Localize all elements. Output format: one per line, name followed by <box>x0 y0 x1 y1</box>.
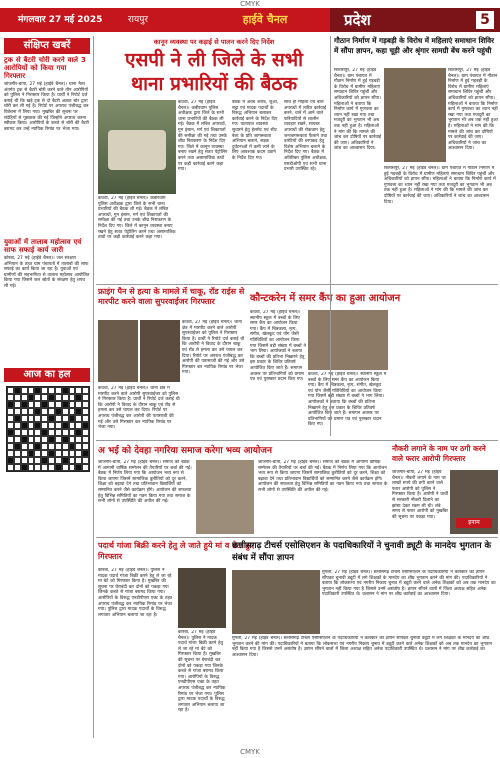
camp-photo <box>308 310 388 370</box>
samaj-story-headline: अ भई को देवहा नगरिया समाज करेगा भव्य आयोजन <box>98 446 272 456</box>
ganja-story-body-1: कोरबा, 27 मई (हाईवे चैनल)। पुलिस ने मादक पदार्थ गांजा बिक्री करने हेतु ले जा रहे मां बेटे को गिरफ्तार किया है। मुखबिर की सूचना पर घेराबंदी कर दोनों को पकड़ा गया जिनके कब्जे से गांजा बरामद किया गया। आरोपियों के विरुद्ध एनडीपीएस एक्ट के तहत अपराध पंजीबद्ध कर न्यायिक रिमांड पर भेजा गया। पुलिस द्वारा मादक पदार्थों के विरुद्ध लगातार अभियान चलाया जा रहा है। <box>98 568 173 618</box>
samaj-photo <box>196 460 254 534</box>
main-story-body-col1: कवर्धा, 27 मई (हाईवे चैनल)। कबीरधाम पुलिस अधीक्षक द्वारा जिले के सभी थाना प्रभारियों की बैठक ली गई। बैठक में लंबित अपराधों, गुम इंसान, मर्ग एवं शिकायतों की समीक्षा की गई तथा उनके शीघ्र निराकरण के निर्देश दिए गए। जिले में कानून व्यवस्था बनाए रखने हेतु सतत पेट्रोलिंग करने तथा असामाजिक तत्वों पर कड़ी कार्रवाई करने कहा गया। <box>178 100 228 173</box>
ganja-story-body-2: कोरबा, 27 मई (हाईवे चैनल)। पुलिस ने मादक पदार्थ गांजा बिक्री करने हेतु ले जा रहे मां बेटे को गिरफ्तार किया है। मुखबिर की सूचना पर घेराबंदी कर दोनों को पकड़ा गया जिनके कब्जे से गांजा बरामद किया गया। आरोपियों के विरुद्ध एनडीपीएस एक्ट के तहत अपराध पंजीबद्ध कर न्यायिक रिमांड पर भेजा गया। पुलिस द्वारा मादक पदार्थों के विरुद्ध लगातार अभियान चलाया जा रहा है। <box>178 630 226 714</box>
main-story-kicker: कानून व्यवस्था पर कड़ाई से पालन करने दिए निर्देश <box>153 38 275 46</box>
gauthan-story-body-3: बिलासपुर, 27 मई (हाईवे चैनल)। ग्राम पंचायत में गौठान निर्माण में हुई गड़बड़ी के विरोध में ग्रामीण महिलाएं समाधान शिविर पहुंचीं और अधिकारियों को ज्ञापन सौंपा। महिलाओं ने बताया कि निर्माण कार्य में गुणवत्ता का ध्यान नहीं रखा गया तथा मजदूरी का भुगतान भी अब तक नहीं हुआ है। महिलाओं ने मांग की कि मामले की जांच कर दोषियों पर कार्रवाई की जाए। अधिकारियों ने जांच का आश्वासन दिया। <box>384 166 496 205</box>
crime-photo-2 <box>140 320 180 382</box>
horizontal-rule-2 <box>96 440 498 441</box>
teachers-story-body-1: मुंगेली, 27 मई (हाईवे चैनल)। छत्तीसगढ़ टीचर्स एसोसिएशन के पदाधिकारियों ने कलेक्टर को ज्ञापन सौंपकर चुनावी ड्यूटी में लगे शिक्षकों के मानदेय का शीघ्र भुगतान करने की मांग की। पदाधिकारियों ने बताया कि लोकसभा एवं नगरीय निकाय चुनाव में ड्यूटी करने वाले अनेक शिक्षकों को अब तक मानदेय का भुगतान नहीं किया गया है जिससे उनमें असंतोष है। ज्ञापन सौंपने वालों में जिला अध्यक्ष सहित अनेक पदाधिकारी उपस्थित थे। प्रशासन ने मांग पर शीघ्र कार्रवाई का आश्वासन दिया। <box>322 570 496 598</box>
brief-item2-headline: युवाओं में तालाब महोत्सव एवं साफ सफाई कार्य जारी <box>4 238 82 254</box>
city: रायपुर <box>128 15 149 25</box>
header-bar-right <box>330 8 500 32</box>
main-story-body-lower: कवर्धा, 27 मई (हाईवे चैनल)। कबीरधाम पुलिस अधीक्षक द्वारा जिले के सभी थाना प्रभारियों की बैठक ली गई। बैठक में लंबित अपराधों, गुम इंसान, मर्ग एवं शिकायतों की समीक्षा की गई तथा उनके शीघ्र निराकरण के निर्देश दिए गए। जिले में कानून व्यवस्था बनाए रखने हेतु सतत पेट्रोलिंग करने तथा असामाजिक तत्वों पर कड़ी कार्रवाई करने कहा गया। <box>98 196 176 241</box>
samaj-story-body-2: जांजगीर-चांपा, 27 मई (हाईवे चैनल)। समाज की बैठक में आगामी वार्षिक सम्मेलन की तैयारियों पर चर्चा की गई। बैठक में निर्णय लिया गया कि आयोजन भव्य रूप से किया जाएगा जिसमें सामाजिक कुरीतियों को दूर करने, शिक्षा को बढ़ावा देने तथा प्रतिभावान विद्यार्थियों को सम्मानित करने जैसे कार्यक्रम होंगे। आयोजन की सफलता हेतु विभिन्न समितियों का गठन किया गया तथा समाज के सभी लोगों से उपस्थिति की अपील की गई। <box>258 460 388 493</box>
column-divider-right <box>330 36 331 436</box>
horizontal-rule-1 <box>96 284 498 285</box>
camp-story-body-2: कवर्धा, 27 मई (हाईवे चैनल)। स्थानीय स्कूल में बच्चों के लिए समर कैंप का आयोजन किया गया। कैंप में चित्रकला, नृत्य, संगीत, खेलकूद एवं योग जैसी गतिविधियों का आयोजन किया गया जिसमें बड़ी संख्या में बच्चों ने भाग लिया। आयोजकों ने बताया कि बच्चों की प्रतिभा निखारने हेतु इस प्रकार के शिविर प्रतिवर्ष आयोजित किए जाते हैं। समापन अवसर पर प्रतिभागियों को प्रमाण पत्र एवं पुरस्कार प्रदान किए गए। <box>308 372 387 428</box>
main-story-body-col2: बैठक में अवैध शराब, जुआ, सट्टा एवं मादक पदार्थों के विरुद्ध अभियान चलाकर कार्रवाई करने के निर्देश दिए गए। यातायात व्यवस्था सुधारने हेतु हेलमेट एवं सीट बेल्ट के प्रति जागरूकता अभियान चलाने, सड़क दुर्घटनाओं में कमी लाने के लिए आवश्यक कदम उठाने के निर्देश दिए गए। <box>232 100 279 161</box>
page-number: 5 <box>476 11 494 29</box>
color-registration-mark-bottom: CMYK <box>240 748 260 756</box>
crime-story-headline: फ्राइंग पैन से हत्या के मामले में चाकू, रॉड राईस से मारपीट करने वाला सुपरवाईजर गिरफ्तार <box>98 287 245 306</box>
ganja-photo <box>178 568 226 628</box>
color-registration-mark-top: CMYK <box>240 0 260 8</box>
camp-story-body: कवर्धा, 27 मई (हाईवे चैनल)। स्थानीय स्कूल में बच्चों के लिए समर कैंप का आयोजन किया गया। कैंप में चित्रकला, नृत्य, संगीत, खेलकूद एवं योग जैसी गतिविधियों का आयोजन किया गया जिसमें बड़ी संख्या में बच्चों ने भाग लिया। आयोजकों ने बताया कि बच्चों की प्रतिभा निखारने हेतु इस प्रकार के शिविर प्रतिवर्ष आयोजित किए जाते हैं। समापन अवसर पर प्रतिभागियों को प्रमाण पत्र एवं पुरस्कार प्रदान किए गए। <box>250 310 306 383</box>
camp-story-headline: कौन्टकरेन में समर कैंप का हुआ आयोजन <box>250 293 401 304</box>
crime-story-body: कवर्धा, 27 मई (हाईवे चैनल)। थाना क्षेत्र में मारपीट करने वाले आरोपी सुपरवाईजर को पुलिस ने गिरफ्तार किया है। प्रार्थी ने रिपोर्ट दर्ज कराई थी कि आरोपी ने विवाद के दौरान चाकू एवं रॉड से हमला कर उसे घायल कर दिया। रिपोर्ट पर अपराध पंजीबद्ध कर आरोपी की पतासाजी की गई और उसे गिरफ्तार कर न्यायिक रिमांड पर भेजा गया। <box>182 320 245 376</box>
horizontal-rule-3 <box>96 537 498 538</box>
main-story-headline-1: एसपी ने ली जिले के सभी <box>124 49 304 71</box>
gauthan-story-body-1: बिलासपुर, 27 मई (हाईवे चैनल)। ग्राम पंचायत में गौठान निर्माण में हुई गड़बड़ी के विरोध में ग्रामीण महिलाएं समाधान शिविर पहुंचीं और अधिकारियों को ज्ञापन सौंपा। महिलाओं ने बताया कि निर्माण कार्य में गुणवत्ता का ध्यान नहीं रखा गया तथा मजदूरी का भुगतान भी अब तक नहीं हुआ है। महिलाओं ने मांग की कि मामले की जांच कर दोषियों पर कार्रवाई की जाए। अधिकारियों ने जांच का आश्वासन दिया। <box>334 68 382 152</box>
brief-item2-body: कोरबा, 27 मई (हाईवे चैनल)। जल संरक्षण अभियान के तहत ग्राम पंचायतों में तालाबों की साफ सफाई का कार्य किया जा रहा है। युवाओं एवं ग्रामीणों की सहभागिता से तालाब महोत्सव आयोजित किया गया जिसमें जल स्रोतों के संरक्षण हेतु शपथ ली गई। <box>4 256 90 289</box>
brief-news-box-title: संक्षिप्त खबरें <box>4 38 90 54</box>
crossword-grid <box>6 386 90 472</box>
samaj-story-body-1: जांजगीर-चांपा, 27 मई (हाईवे चैनल)। समाज की बैठक में आगामी वार्षिक सम्मेलन की तैयारियों पर चर्चा की गई। बैठक में निर्णय लिया गया कि आयोजन भव्य रूप से किया जाएगा जिसमें सामाजिक कुरीतियों को दूर करने, शिक्षा को बढ़ावा देने तथा प्रतिभावान विद्यार्थियों को सम्मानित करने जैसे कार्यक्रम होंगे। आयोजन की सफलता हेतु विभिन्न समितियों का गठन किया गया तथा समाज के सभी लोगों से उपस्थिति की अपील की गई। <box>98 460 192 505</box>
section-title: प्रदेश <box>344 11 371 29</box>
brief-news-column-2 <box>4 238 90 362</box>
crime-story-body-lower: कवर्धा, 27 मई (हाईवे चैनल)। थाना क्षेत्र में मारपीट करने वाले आरोपी सुपरवाईजर को पुलिस ने गिरफ्तार किया है। प्रार्थी ने रिपोर्ट दर्ज कराई थी कि आरोपी ने विवाद के दौरान चाकू एवं रॉड से हमला कर उसे घायल कर दिया। रिपोर्ट पर अपराध पंजीबद्ध कर आरोपी की पतासाजी की गई और उसे गिरफ्तार कर न्यायिक रिमांड पर भेजा गया। <box>98 386 180 431</box>
naukri-story-headline: नौकरी लगाने के नाम पर ठगी करने वाले फरार आरोपी गिरफ्तार <box>392 444 486 463</box>
main-story-photo <box>98 100 176 194</box>
brief-item1-body: जांजगीर-चांपा, 27 मई (हाईवे चैनल)। थाना नैला अंतर्गत ट्रक से बैटरी चोरी करने वाले तीन आरोपियों को पुलिस ने गिरफ्तार किया है। प्रार्थी ने रिपोर्ट दर्ज कराई थी कि खड़े ट्रक से दो बैटरी अज्ञात चोर द्वारा चोरी कर ली गई है। रिपोर्ट पर अपराध पंजीबद्ध कर विवेचना में लिया गया। मुखबिर की सूचना पर संदेहियों से पूछताछ की गई जिन्होंने अपराध करना स्वीकार किया। आरोपियों के कब्जे से चोरी की बैटरी बरामद कर उन्हें न्यायिक रिमांड पर भेजा गया। <box>4 82 89 132</box>
teachers-story-headline: छत्तीसगढ़ टीचर्स एसोसिएशन के पदाधिकारियों ने चुनावी ड्यूटी के मानदेय भुगतान के संबंध में सौंपा ज्ञापन <box>232 541 492 563</box>
column-divider <box>93 36 94 738</box>
gauthan-photo <box>384 68 446 162</box>
teachers-story-body-2: मुंगेली, 27 मई (हाईवे चैनल)। छत्तीसगढ़ टीचर्स एसोसिएशन के पदाधिकारियों ने कलेक्टर को ज्ञापन सौंपकर चुनावी ड्यूटी में लगे शिक्षकों के मानदेय का शीघ्र भुगतान करने की मांग की। पदाधिकारियों ने बताया कि लोकसभा एवं नगरीय निकाय चुनाव में ड्यूटी करने वाले अनेक शिक्षकों को अब तक मानदेय का भुगतान नहीं किया गया है जिससे उनमें असंतोष है। ज्ञापन सौंपने वालों में जिला अध्यक्ष सहित अनेक पदाधिकारी उपस्थित थे। प्रशासन ने मांग पर शीघ्र कार्रवाई का आश्वासन दिया। <box>232 636 492 658</box>
naukri-story-body-1: जांजगीर-चांपा, 27 मई (हाईवे चैनल)। नौकरी लगाने के नाम पर लाखों रुपये की ठगी करने वाले फरार आरोपी को पुलिस ने गिरफ्तार किया है। आरोपी ने प्रार्थी से सरकारी नौकरी दिलाने का झांसा देकर रकम ली थी। लंबे समय से फरार आरोपी को मुखबिर की सूचना पर पकड़ा गया। <box>392 470 448 520</box>
main-story-body-col3: साथ ही महिला एवं बाल अपराधों में त्वरित कार्रवाई करने, थाने में आने वाले फरियादियों से शालीन व्यवहार रखने, सायबर अपराधों की रोकथाम हेतु जनजागरूकता फैलाने तथा वारंटियों की धरपकड़ हेतु विशेष अभियान चलाने के निर्देश दिए गए। बैठक में अतिरिक्त पुलिस अधीक्षक, एसडीओपी एवं सभी थाना प्रभारी उपस्थित रहे। <box>284 100 328 173</box>
ganja-story-headline: पदार्थ गांजा बिक्री करने हेतु ले जाते हुये मां व बेटा हुए गिरफ्तार <box>98 541 255 561</box>
gauthan-story-headline: गौठान निर्माण में गड़बड़ी के विरोध में महिलाएं समाधान शिविर में सौंपा ज्ञापन, कहा चूड़ी और श्रृंगार सामग्री बेंच करने पहुंची <box>334 36 495 55</box>
dateline: मंगलवार 27 मई 2025 <box>18 15 103 25</box>
brand-name: हाईवे चैनल <box>242 13 288 26</box>
reward-badge: इनाम <box>456 518 492 528</box>
main-story-headline-2: थाना प्रभारियों की बैठक <box>130 73 298 95</box>
crime-photo-1 <box>98 320 138 382</box>
naukri-photo <box>450 470 498 534</box>
brief-news-column <box>4 56 90 236</box>
teachers-photo <box>232 570 320 634</box>
gauthan-story-body-2: बिलासपुर, 27 मई (हाईवे चैनल)। ग्राम पंचायत में गौठान निर्माण में हुई गड़बड़ी के विरोध में ग्रामीण महिलाएं समाधान शिविर पहुंचीं और अधिकारियों को ज्ञापन सौंपा। महिलाओं ने बताया कि निर्माण कार्य में गुणवत्ता का ध्यान नहीं रखा गया तथा मजदूरी का भुगतान भी अब तक नहीं हुआ है। महिलाओं ने मांग की कि मामले की जांच कर दोषियों पर कार्रवाई की जाए। अधिकारियों ने जांच का आश्वासन दिया। <box>448 68 498 152</box>
meeting-table-shape <box>108 130 166 170</box>
crossword-title: आज का हल <box>4 368 90 382</box>
brief-item1-headline: ट्रक से बैटरी चोरी करने वाले 3 आरोपियों को किया गया गिरफ्तार <box>4 56 86 80</box>
